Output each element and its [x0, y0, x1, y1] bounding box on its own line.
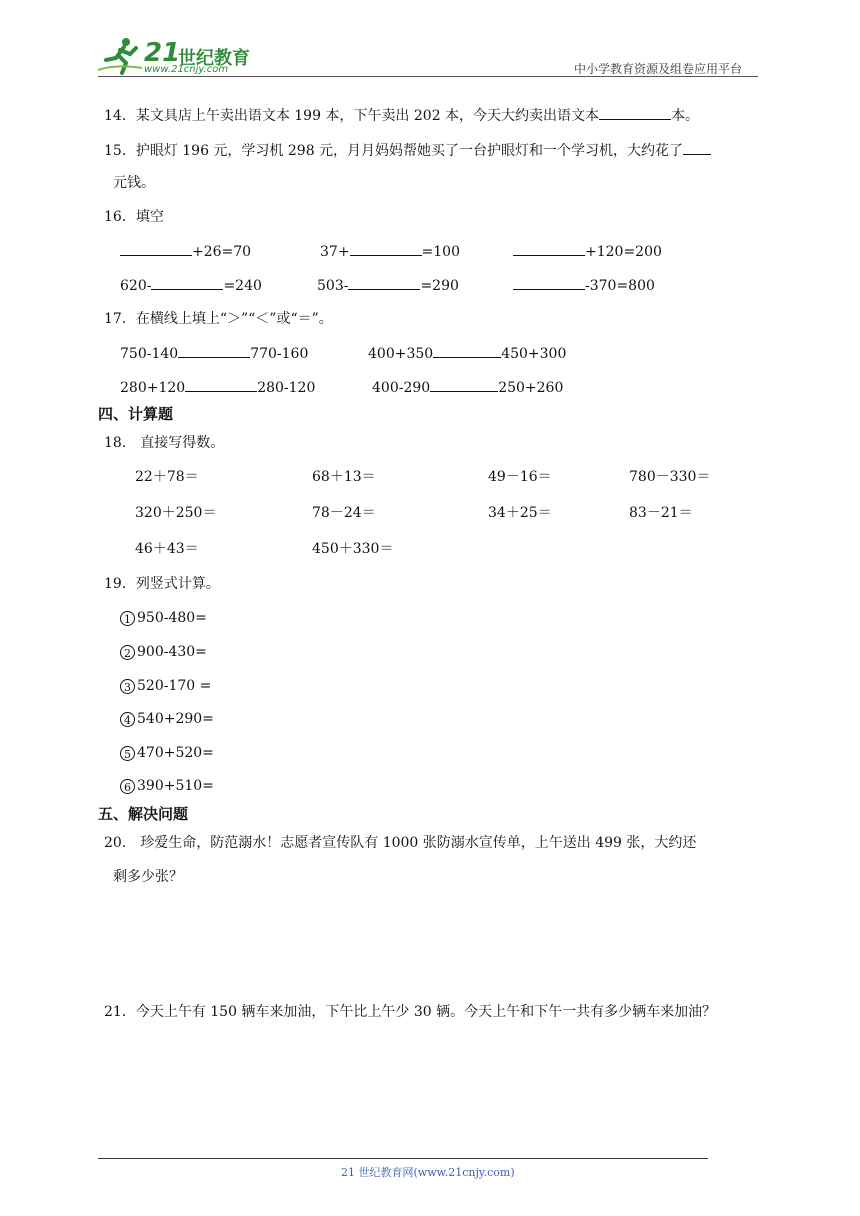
q16-expr: +26=70	[192, 244, 252, 260]
q17-item	[372, 377, 563, 398]
q19-expr: 470+520=	[137, 745, 214, 761]
q19-expr: 520-170 =	[137, 678, 212, 694]
footer-divider	[98, 1158, 708, 1159]
q17-expr: 250+260	[498, 380, 564, 396]
q18-item: 780－330＝	[629, 469, 711, 485]
q19-item	[120, 608, 207, 628]
q18-item: 46＋43＝	[135, 541, 199, 557]
q18-item: 34＋25＝	[488, 505, 552, 521]
q19-title: 19．列竖式计算。	[104, 576, 220, 592]
q17-expr: 770-160	[250, 346, 309, 362]
q17-title: 17．在横线上填上“＞”“＜”或“＝”。	[104, 311, 333, 327]
circled-number: 3	[120, 679, 135, 694]
logo	[96, 36, 256, 76]
answer-blank	[683, 140, 711, 155]
q18-item: 68＋13＝	[312, 469, 376, 485]
q16-expr: 37+	[320, 244, 350, 260]
header-platform-text: 中小学教育资源及组卷应用平台	[574, 62, 743, 76]
q14-text-a: 14．某文具店上午卖出语文本 199 本，下午卖出 202 本，今天大约卖出语文本	[104, 108, 600, 124]
q18-item: 49－16＝	[488, 469, 552, 485]
answer-blank	[178, 343, 250, 358]
q19-item	[120, 743, 214, 763]
q16-expr: 620-	[120, 278, 152, 294]
q17-expr: 280-120	[257, 380, 316, 396]
q16-expr: =240	[223, 278, 262, 294]
q17-item	[368, 343, 566, 364]
question-21: 21．今天上午有 150 辆车来加油，下午比上午少 30 辆。今天上午和下午一共有多少辆车来加油？	[104, 1004, 717, 1020]
answer-blank	[433, 343, 501, 358]
q16-expr: =100	[421, 244, 460, 260]
q17-item	[120, 343, 308, 364]
circled-number: 2	[120, 645, 135, 660]
answer-blank	[513, 275, 585, 290]
runner-icon	[96, 36, 144, 76]
q17-expr: 400-290	[372, 380, 431, 396]
q19-item	[120, 709, 214, 729]
q17-expr: 280+120	[120, 380, 186, 396]
circled-number: 5	[120, 746, 135, 761]
q17-item	[120, 377, 315, 398]
q18-item: 83－21＝	[629, 505, 693, 521]
q16-item	[320, 241, 460, 262]
logo-text: 世纪教育	[178, 48, 250, 69]
q16-item	[513, 241, 662, 262]
answer-blank	[513, 241, 585, 256]
q16-item	[317, 275, 459, 296]
answer-blank	[185, 377, 257, 392]
answer-blank	[599, 105, 671, 120]
q17-expr: 750-140	[120, 346, 179, 362]
q19-expr: 390+510=	[137, 778, 214, 794]
q18-item: 78－24＝	[312, 505, 376, 521]
section-heading: 四、计算题	[98, 405, 174, 423]
footer-text: 21 世纪教育网(www.21cnjy.com)	[341, 1166, 515, 1179]
q15-line2: 元钱。	[113, 175, 155, 191]
q16-title: 16．填空	[104, 209, 164, 225]
q16-expr: 503-	[317, 278, 349, 294]
q16-item	[120, 275, 262, 296]
answer-blank	[350, 241, 422, 256]
circled-number: 6	[120, 779, 135, 794]
q19-item	[120, 776, 214, 796]
q14-text-b: 本。	[671, 108, 700, 124]
logo-number: 21	[144, 38, 181, 68]
header-divider	[98, 76, 758, 77]
q19-expr: 950-480=	[137, 610, 207, 626]
logo-url: www.21cnjy.com	[144, 64, 229, 75]
q18-item: 320＋250＝	[135, 505, 217, 521]
q16-expr: -370=800	[585, 278, 655, 294]
q18-item: 22＋78＝	[135, 469, 199, 485]
q19-expr: 540+290=	[137, 711, 214, 727]
q20-line1: 20． 珍爱生命，防范溺水！志愿者宣传队有 1000 张防溺水宣传单，上午送出 499 张，大约还	[104, 835, 697, 851]
q16-expr: =290	[420, 278, 459, 294]
circled-number: 1	[120, 611, 135, 626]
answer-blank	[430, 377, 498, 392]
q19-expr: 900-430=	[137, 644, 207, 660]
q19-item	[120, 676, 211, 696]
q17-expr: 450+300	[501, 346, 567, 362]
q20-line2: 剩多少张？	[113, 869, 183, 885]
answer-blank	[120, 241, 192, 256]
answer-blank	[151, 275, 223, 290]
section-heading: 五、解决问题	[98, 805, 189, 823]
q17-expr: 400+350	[368, 346, 434, 362]
question-15	[104, 140, 711, 161]
q16-item	[513, 275, 655, 296]
q18-title: 18． 直接写得数。	[104, 435, 225, 451]
q15-line1: 15．护眼灯 196 元，学习机 298 元，月月妈妈帮她买了一台护眼灯和一个学习机，大约花了	[104, 143, 684, 159]
q16-item	[120, 241, 251, 262]
q16-expr: +120=200	[585, 244, 662, 260]
answer-blank	[348, 275, 420, 290]
question-14	[104, 105, 699, 126]
circled-number: 4	[120, 712, 135, 727]
q18-item: 450＋330＝	[312, 541, 394, 557]
q19-item	[120, 642, 207, 662]
